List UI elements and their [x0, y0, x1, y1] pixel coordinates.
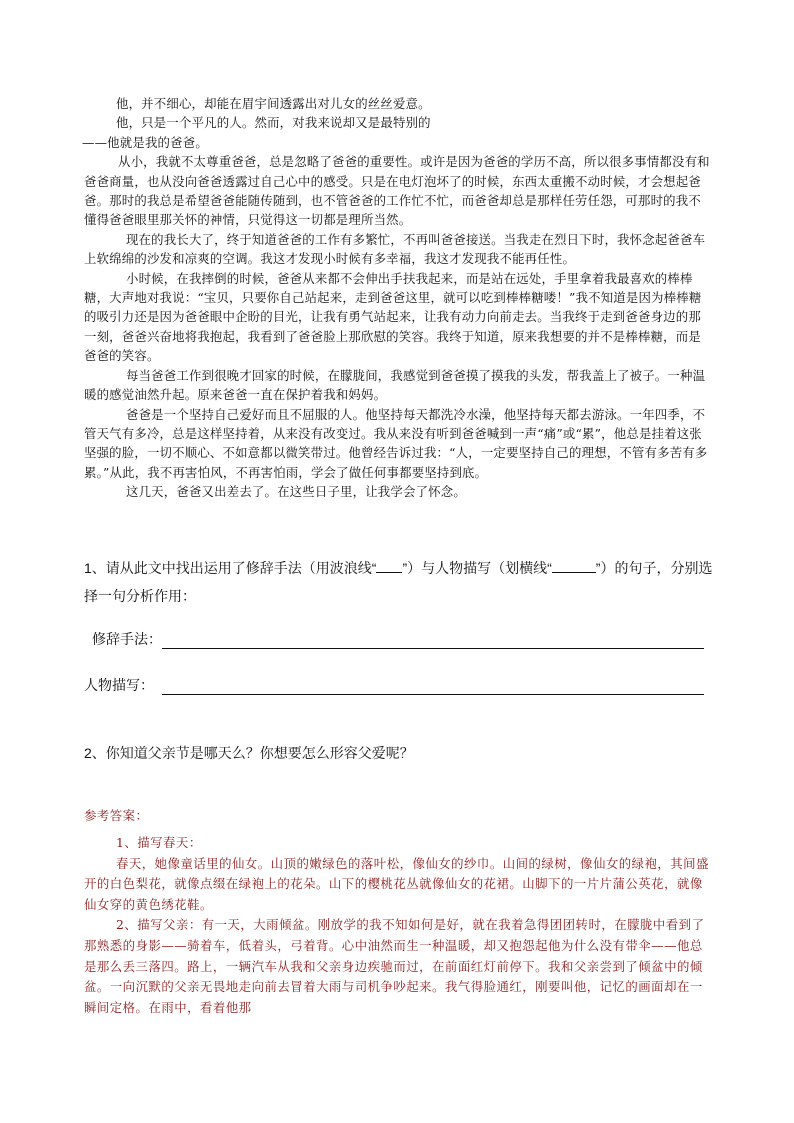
rhetoric-answer-field[interactable] [84, 627, 704, 651]
portrayal-answer-line[interactable] [162, 694, 704, 695]
essay-line: 他，并不细心，却能在眉宇间透露出对儿女的丝丝爱意。 [116, 96, 431, 111]
rhetoric-label: 修辞手法： [92, 631, 162, 647]
wavy-line-sample [376, 560, 402, 573]
answer-body [84, 833, 710, 1018]
answer-item-2-label: 2、描写父亲： [116, 917, 202, 933]
essay-paragraph: 从小，我就不太尊重爸爸，总是忽略了爸爸的重要性。或许是因为爸爸的学历不高，所以很多事情都没有和爸爸商量，也从没向爸爸透露过自己心中的感受。只是在电灯泡坏了的时候，东西太重搬不动时候，才会想起爸爸。那时的我总是希望爸爸能随传随到，也不管爸爸的工作忙不忙，而爸爸却总是那样任劳任怨，可那时的我不懂得爸爸眼里那关怀的神情，只觉得这一切都是理所当然。 [84, 154, 710, 228]
answer-item-1-head: 1、描写春天： [116, 835, 202, 850]
essay-dash-line: ——他就是我的爸爸。 [82, 134, 208, 150]
essay-paragraph: 爸爸是一个坚持自己爱好而且不屈服的人。他坚持每天都洗冷水澡，他坚持每天都去游泳。一年四季，不管天气有多冷，总是这样坚持着，从来没有改变过。我从来没有听到爸爸喊到一声“痛”或“累”，他总是挂着这张坚强的脸，一切不顺心、不如意都以微笑带过。他曾经告诉过我：“人，一定要坚持自己的理想，不管有多苦有多累。”从此，我不再害怕风，不再害怕雨，学会了做任何事都要坚持到底。 [84, 406, 708, 480]
question-2: 2、你知道父亲节是哪天么？你想要怎么形容父爱呢？ [84, 745, 414, 761]
answer-title: 参考答案： [84, 808, 149, 823]
essay-text [84, 94, 712, 502]
question-1-text-after: ”）的句子，分别选择一句分析作用： [84, 560, 713, 604]
essay-paragraph: 小时候，在我摔倒的时候，爸爸从来都不会伸出手扶我起来，而是站在远处，手里拿着我最喜欢的棒棒糖，大声地对我说：“宝贝，只要你自己站起来，走到爸爸这里，就可以吃到棒棒糖喽！”我不知道是因为棒棒糖的吸引力还是因为爸爸眼中企盼的目光，让我有勇气站起来，让我有动力向前走去。当我终于走到爸爸身边的那一刻，爸爸兴奋地将我抱起，我看到了爸爸脸上那欣慰的笑容。我终于知道，原来我想要的并不是棒棒糖，而是爸爸的笑容。 [84, 270, 702, 364]
essay-paragraph: 每当爸爸工作到很晚才回家的时候，在朦胧间，我感觉到爸爸摸了摸我的头发，帮我盖上了被子。一种温暖的感觉油然升起。原来爸爸一直在保护着我和妈妈。 [84, 367, 706, 403]
answer-item-1-body: 春天，她像童话里的仙女。山顶的嫩绿色的落叶松，像仙女的纱巾。山间的绿树，像仙女的绿袍，其间盛开的白色梨花，就像点缀在绿袍上的花朵。山下的樱桃花丛就像仙女的花裙。山脚下的一片片蒲公英花，就像仙女穿的黄色绣花鞋。 [84, 855, 709, 912]
portrayal-answer-field[interactable] [84, 673, 704, 697]
answer-item-2 [84, 915, 710, 1018]
essay-paragraph: 现在的我长大了，终于知道爸爸的工作有多繁忙，不再叫爸爸接送。当我走在烈日下时，我怀念起爸爸车上软绵绵的沙发和凉爽的空调。我这才发现小时候有多幸福，我这才发现我不能再任性。 [84, 231, 706, 267]
answer-item-2-body: 有一天，大雨倾盆。刚放学的我不知如何是好，就在我着急得团团转时，在朦胧中看到了那熟悉的身影——骑着车，低着头，弓着背。心中油然而生一种温暖，却又抱怨起他为什么没有带伞——他总是那么丢三落四。路上，一辆汽车从我和父亲身边疾驰而过，在前面红灯前停下。我和父亲尝到了倾盆中的倾盆。一向沉默的父亲无畏地走向前去冒着大雨与司机争吵起来。我气得脸通红，刚要叫他，记忆的画面却在一瞬间定格。在雨中，看着他那 [84, 917, 705, 1015]
essay-paragraph: 这几天，爸爸又出差去了。在这些日子里，让我学会了怀念。 [126, 484, 466, 500]
question-1-text-mid: ”）与人物描写（划横线“ [402, 560, 552, 576]
question-1-text-before: 1、请从此文中找出运用了修辞手法（用波浪线“ [84, 560, 377, 576]
essay-line: 他，只是一个平凡的人。然而，对我来说却又是最特别的 [116, 115, 431, 131]
question-1 [84, 554, 724, 610]
rhetoric-answer-line[interactable] [162, 648, 704, 649]
underline-sample [552, 560, 596, 573]
portrayal-label: 人物描写： [84, 677, 154, 693]
